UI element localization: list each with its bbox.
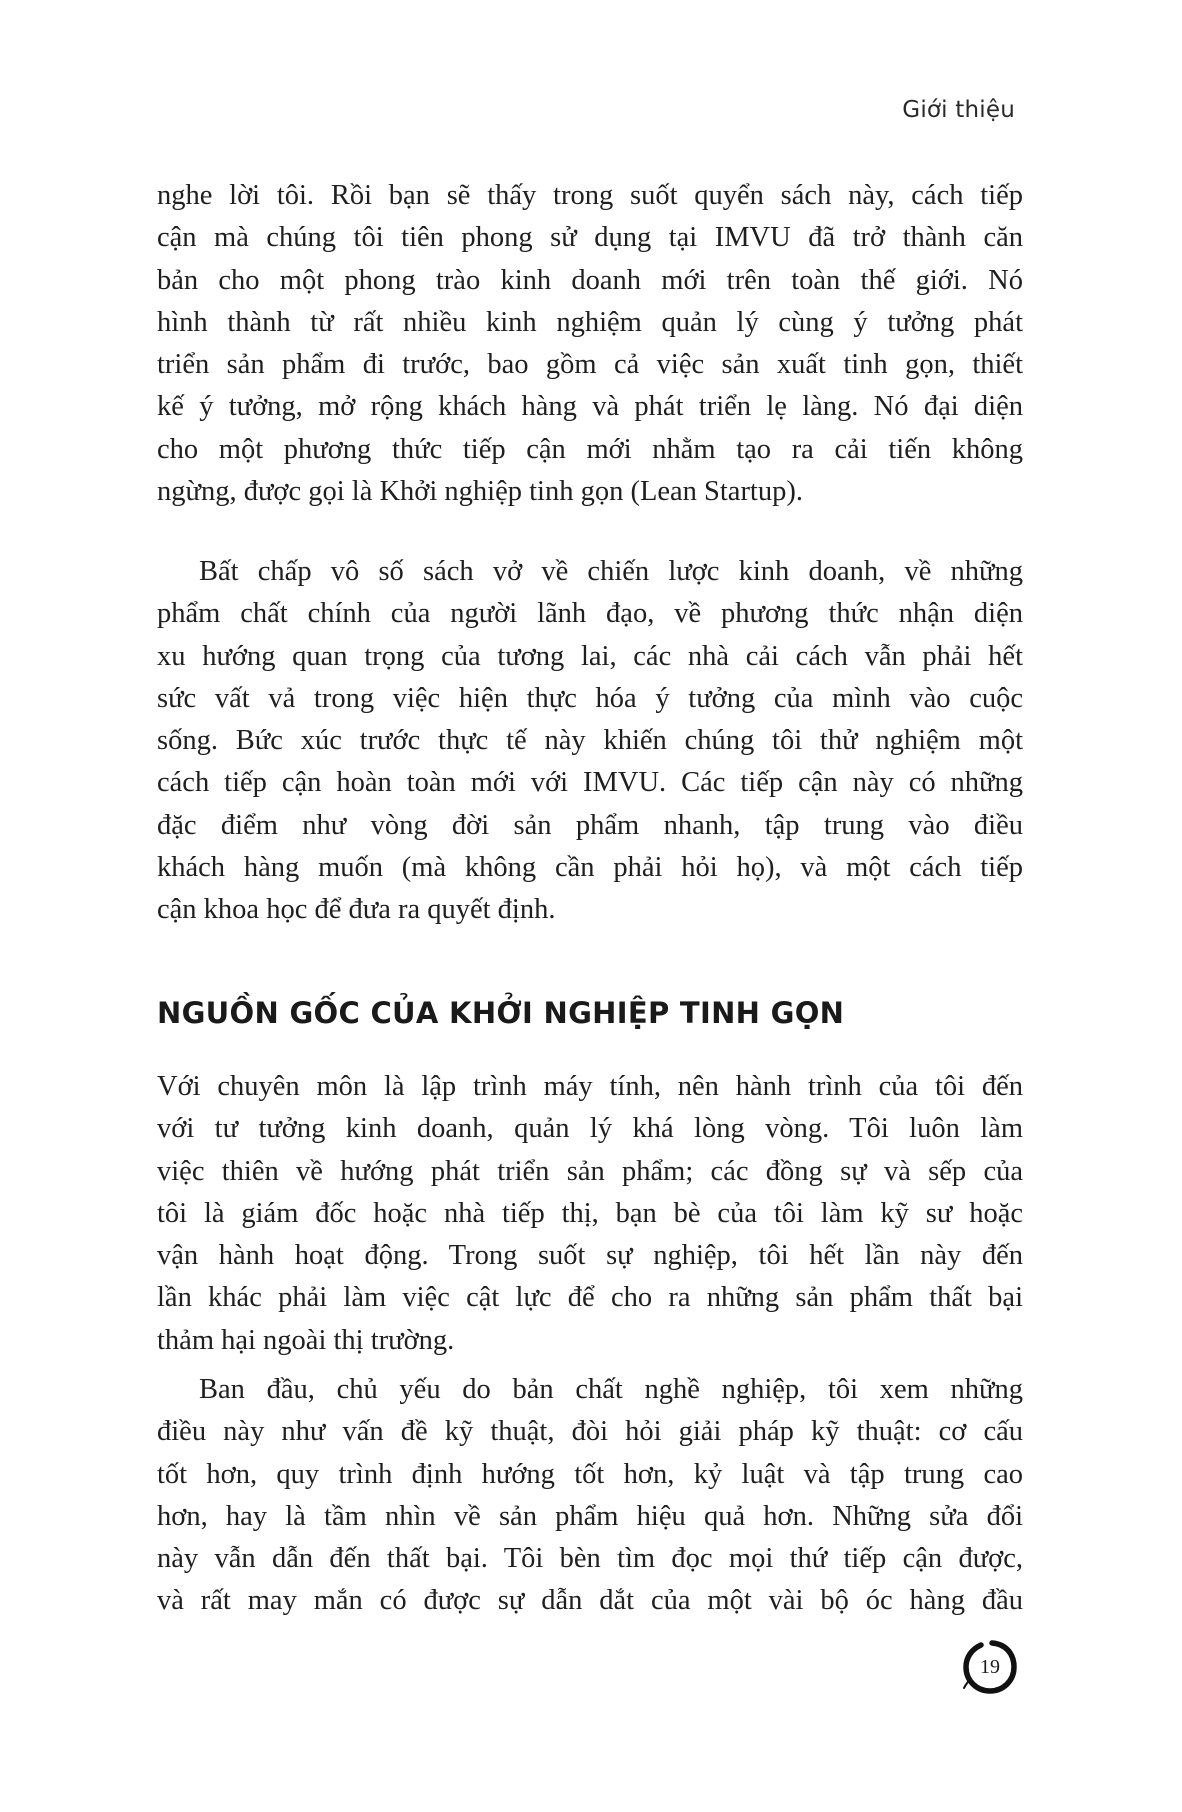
text-line: tốt hơn, quy trình định hướng tốt hơn, kỷ luật và tập trung cao	[157, 1458, 1023, 1490]
text-line: triển sản phẩm đi trước, bao gồm cả việc sản xuất tinh gọn, thiết	[157, 349, 1023, 381]
text-line: hơn, hay là tầm nhìn về sản phẩm hiệu quả hơn. Những sửa đổi	[157, 1500, 1023, 1532]
body-paragraph	[157, 1066, 1023, 1362]
running-header: Giới thiệu	[902, 97, 1015, 123]
text-line: đặc điểm như vòng đời sản phẩm nhanh, tập trung vào điều	[157, 809, 1023, 841]
text-line: xu hướng quan trọng của tương lai, các nhà cải cách vẫn phải hết	[157, 640, 1023, 672]
section-heading: NGUỒN GỐC CỦA KHỞI NGHIỆP TINH GỌN	[157, 996, 845, 1030]
text-line: này vẫn dẫn đến thất bại. Tôi bèn tìm đọc mọi thứ tiếp cận được,	[157, 1543, 1023, 1575]
text-line: ngừng, được gọi là Khởi nghiệp tinh gọn (Lean Startup).	[157, 476, 803, 508]
text-line: tôi là giám đốc hoặc nhà tiếp thị, bạn bè của tôi làm kỹ sư hoặc	[157, 1197, 1023, 1229]
text-line: nghe lời tôi. Rồi bạn sẽ thấy trong suốt quyển sách này, cách tiếp	[157, 180, 1023, 211]
text-line: phẩm chất chính của người lãnh đạo, về phương thức nhận diện	[157, 598, 1023, 630]
body-paragraph	[157, 175, 1023, 513]
text-line: Với chuyên môn là lập trình máy tính, nên hành trình của tôi đến	[157, 1071, 1023, 1102]
body-paragraph	[157, 1369, 1023, 1623]
text-line: bản cho một phong trào kinh doanh mới trên toàn thế giới. Nó	[157, 264, 1023, 296]
text-line: Ban đầu, chủ yếu do bản chất nghề nghiệp, tôi xem những	[199, 1374, 1023, 1405]
text-line: khách hàng muốn (mà không cần phải hỏi họ), và một cách tiếp	[157, 852, 1023, 884]
text-line: việc thiên về hướng phát triển sản phẩm; các đồng sự và sếp của	[157, 1155, 1023, 1187]
text-line: lần khác phải làm việc cật lực để cho ra những sản phẩm thất bại	[157, 1282, 1023, 1314]
text-line: kế ý tưởng, mở rộng khách hàng và phát triển lẹ làng. Nó đại diện	[157, 391, 1023, 423]
text-line: cho một phương thức tiếp cận mới nhằm tạo ra cải tiến không	[157, 433, 1023, 465]
text-line: điều này như vấn đề kỹ thuật, đòi hỏi giải pháp kỹ thuật: cơ cấu	[157, 1416, 1023, 1448]
page-number: 19	[980, 1656, 1000, 1678]
text-line: với tư tưởng kinh doanh, quản lý khá lòng vòng. Tôi luôn làm	[157, 1113, 1023, 1145]
body-paragraph	[157, 551, 1023, 932]
text-line: cách tiếp cận hoàn toàn mới với IMVU. Các tiếp cận này có những	[157, 767, 1023, 799]
page-number-badge	[962, 1639, 1018, 1695]
text-line: sức vất vả trong việc hiện thực hóa ý tưởng của mình vào cuộc	[157, 682, 1023, 714]
text-line: Bất chấp vô số sách vở về chiến lược kinh doanh, về những	[199, 556, 1023, 587]
text-line: thảm hại ngoài thị trường.	[157, 1324, 455, 1356]
text-line: vận hành hoạt động. Trong suốt sự nghiệp, tôi hết lần này đến	[157, 1240, 1023, 1272]
text-line: hình thành từ rất nhiều kinh nghiệm quản lý cùng ý tưởng phát	[157, 306, 1023, 338]
text-line: cận mà chúng tôi tiên phong sử dụng tại IMVU đã trở thành căn	[157, 222, 1023, 254]
text-line: và rất may mắn có được sự dẫn dắt của một vài bộ óc hàng đầu	[157, 1585, 1023, 1617]
text-line: cận khoa học để đưa ra quyết định.	[157, 894, 556, 926]
text-line: sống. Bức xúc trước thực tế này khiến chúng tôi thử nghiệm một	[157, 725, 1023, 757]
